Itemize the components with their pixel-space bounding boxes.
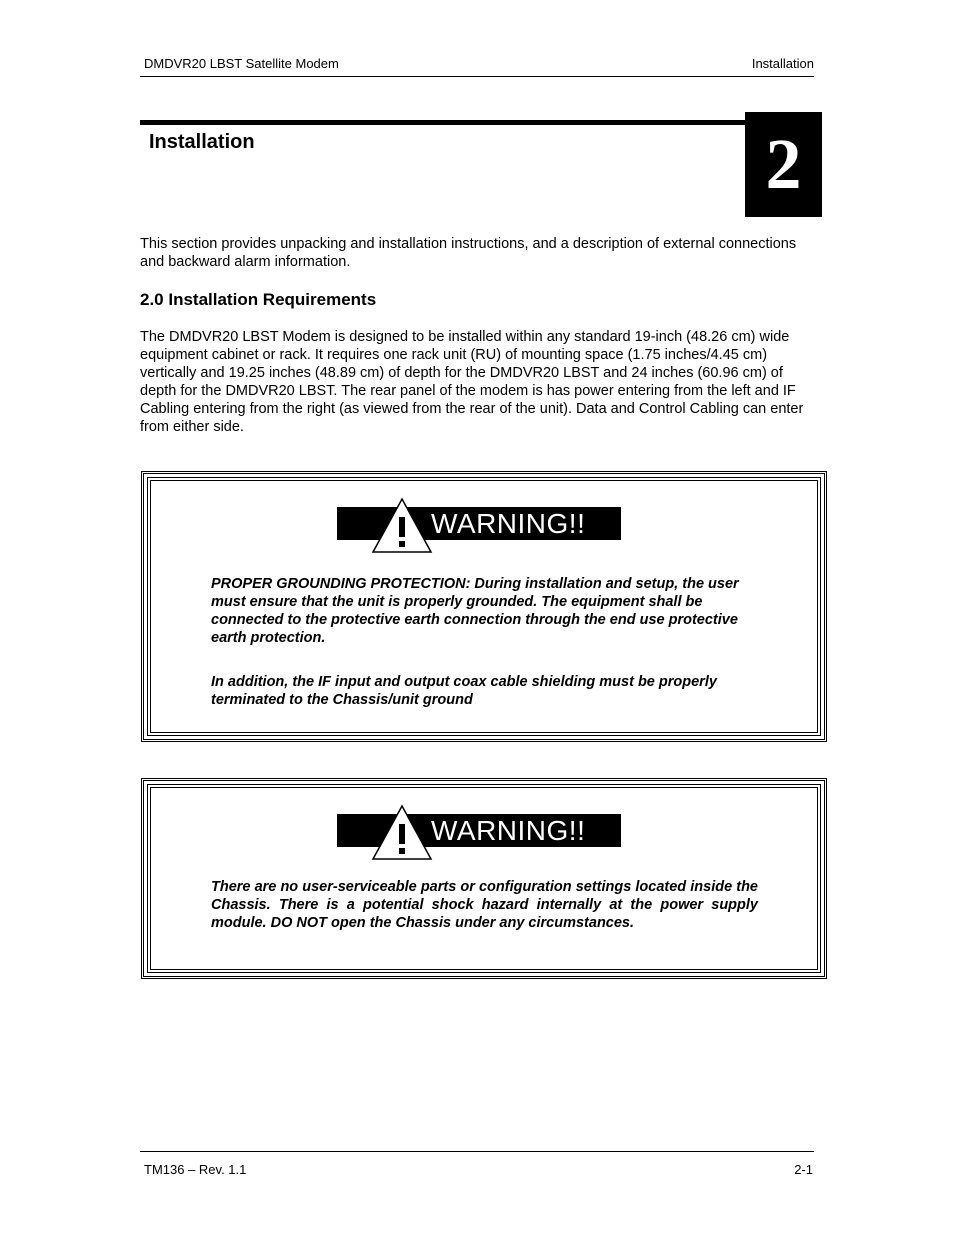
warning-text: PROPER GROUNDING PROTECTION: During installation and setup, the user must ensure that the unit is properly grounded. The equipment shall be connected to the protective earth connection through the end use protective earth protection.: [211, 576, 739, 646]
chassis-warning-box: [141, 778, 827, 979]
warning-text: In addition, the IF input and output coax cable shielding must be properly terminated to the Chassis/unit ground: [211, 674, 717, 708]
warning-triangle-icon: [371, 804, 433, 861]
footer-page-number: 2-1: [794, 1162, 813, 1177]
running-header-section: Installation: [751, 56, 814, 71]
chapter-title: Installation: [149, 131, 255, 153]
grounding-warning-box: [141, 471, 827, 742]
running-header-title: DMDVR20 LBST Satellite Modem: [144, 56, 339, 71]
warning-banner: [337, 507, 621, 540]
warning-triangle-icon: [371, 497, 433, 554]
requirements-paragraph: The DMDVR20 LBST Modem is designed to be installed within any standard 19-inch (48.26 cm) wide equipment cabinet or rack. It requires one rack unit (RU) of mounting space (1.75 inches/4.45 cm) vertically and 19.25 inches (48.89 cm) of depth for the DMDVR20 LBST and 24 inches (60.96 cm) of depth for the DMDVR20 LBST. The rear panel of the modem is has power entering from the left and IF Cabling entering from the right (as viewed from the rear of the unit). Data and Control Cabling can enter from either side.: [140, 329, 804, 435]
footer-doc-id: TM136 – Rev. 1.1: [144, 1162, 247, 1177]
chapter-number-badge: 2: [745, 112, 822, 217]
warning-label: WARNING!!: [431, 815, 586, 846]
warning-box-inner: [147, 477, 821, 736]
section-heading: 2.0 Installation Requirements: [140, 290, 377, 309]
intro-paragraph: This section provides unpacking and installation instructions, and a description of external connections and backward alarm information.: [140, 236, 797, 270]
warning-text: There are no user-serviceable parts or configuration settings located inside the Chassis. There is a potential shock hazard internally at the power supply module. DO NOT open the Chassis under any circumstances.: [211, 879, 758, 931]
warning-box-inner: [147, 784, 821, 973]
footer-rule: [140, 1151, 814, 1152]
warning-banner: [337, 814, 621, 847]
header-rule: [140, 76, 814, 77]
warning-label: WARNING!!: [431, 508, 586, 539]
chapter-rule: [140, 120, 750, 125]
